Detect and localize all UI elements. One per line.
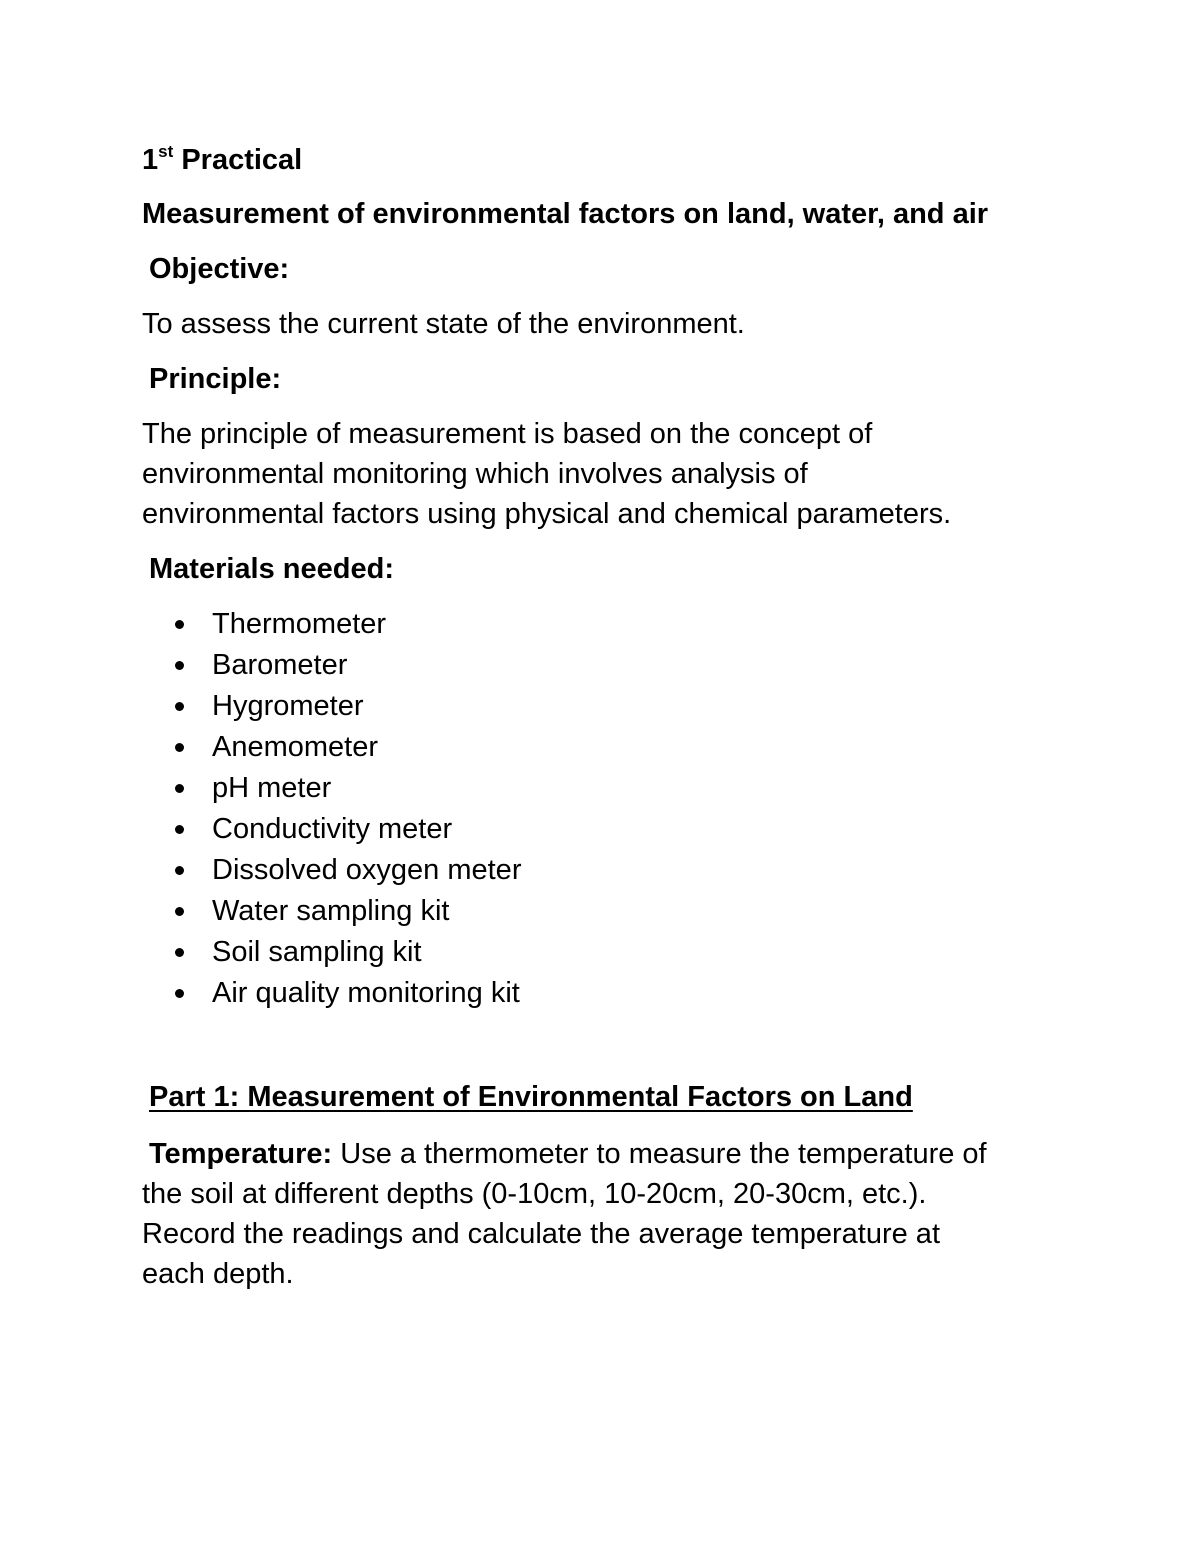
principle-line: environmental factors using physical and chemical parameters. — [142, 498, 952, 530]
list-item — [142, 727, 1102, 768]
principle-paragraph — [142, 414, 1102, 534]
bullet-icon — [175, 825, 184, 834]
practical-label: Practical — [181, 144, 303, 176]
temperature-text: Use a thermometer to measure the temperature of — [332, 1138, 987, 1170]
principle-line: environmental monitoring which involves analysis of — [142, 458, 808, 490]
list-item-label: Soil sampling kit — [212, 936, 422, 968]
list-item-label: Dissolved oxygen meter — [212, 854, 522, 886]
bullet-icon — [175, 702, 184, 711]
principle-heading: Principle: — [149, 363, 282, 395]
objective-heading: Objective: — [149, 253, 290, 285]
part1-heading: Part 1: Measurement of Environmental Factors on Land — [149, 1081, 913, 1113]
practical-number: 1 — [142, 144, 159, 176]
temperature-line: Record the readings and calculate the average temperature at — [142, 1218, 940, 1250]
list-item-label: Thermometer — [212, 608, 387, 640]
list-item — [142, 809, 1102, 850]
list-item-label: Anemometer — [212, 731, 379, 763]
list-item — [142, 932, 1102, 973]
list-item — [142, 850, 1102, 891]
temperature-line: the soil at different depths (0-10cm, 10-20cm, 20-30cm, etc.). — [142, 1178, 927, 1210]
list-item-label: pH meter — [212, 772, 332, 804]
principle-line: The principle of measurement is based on the concept of — [142, 418, 873, 450]
bullet-icon — [175, 743, 184, 752]
bullet-icon — [175, 784, 184, 793]
document-page — [142, 140, 1102, 1294]
list-item — [142, 891, 1102, 932]
list-item — [142, 973, 1102, 1014]
bullet-icon — [175, 948, 184, 957]
practical-suffix: st — [158, 142, 174, 161]
list-item — [142, 686, 1102, 727]
list-item — [142, 645, 1102, 686]
document-title: Measurement of environmental factors on land, water, and air — [142, 198, 989, 230]
temperature-label: Temperature: — [149, 1138, 333, 1170]
bullet-icon — [175, 866, 184, 875]
practical-heading — [142, 140, 1102, 180]
bullet-icon — [175, 661, 184, 670]
list-item-label: Hygrometer — [212, 690, 364, 722]
list-item-label: Barometer — [212, 649, 348, 681]
list-item-label: Conductivity meter — [212, 813, 453, 845]
list-item-label: Water sampling kit — [212, 895, 450, 927]
temperature-line: each depth. — [142, 1258, 294, 1290]
materials-heading: Materials needed: — [149, 553, 394, 585]
list-item — [142, 604, 1102, 645]
list-item-label: Air quality monitoring kit — [212, 977, 520, 1009]
materials-list — [142, 604, 1102, 1014]
bullet-icon — [175, 989, 184, 998]
bullet-icon — [175, 907, 184, 916]
temperature-line — [142, 1134, 1102, 1174]
list-item — [142, 768, 1102, 809]
objective-text: To assess the current state of the environment. — [142, 308, 745, 340]
bullet-icon — [175, 620, 184, 629]
temperature-paragraph — [142, 1134, 1102, 1294]
